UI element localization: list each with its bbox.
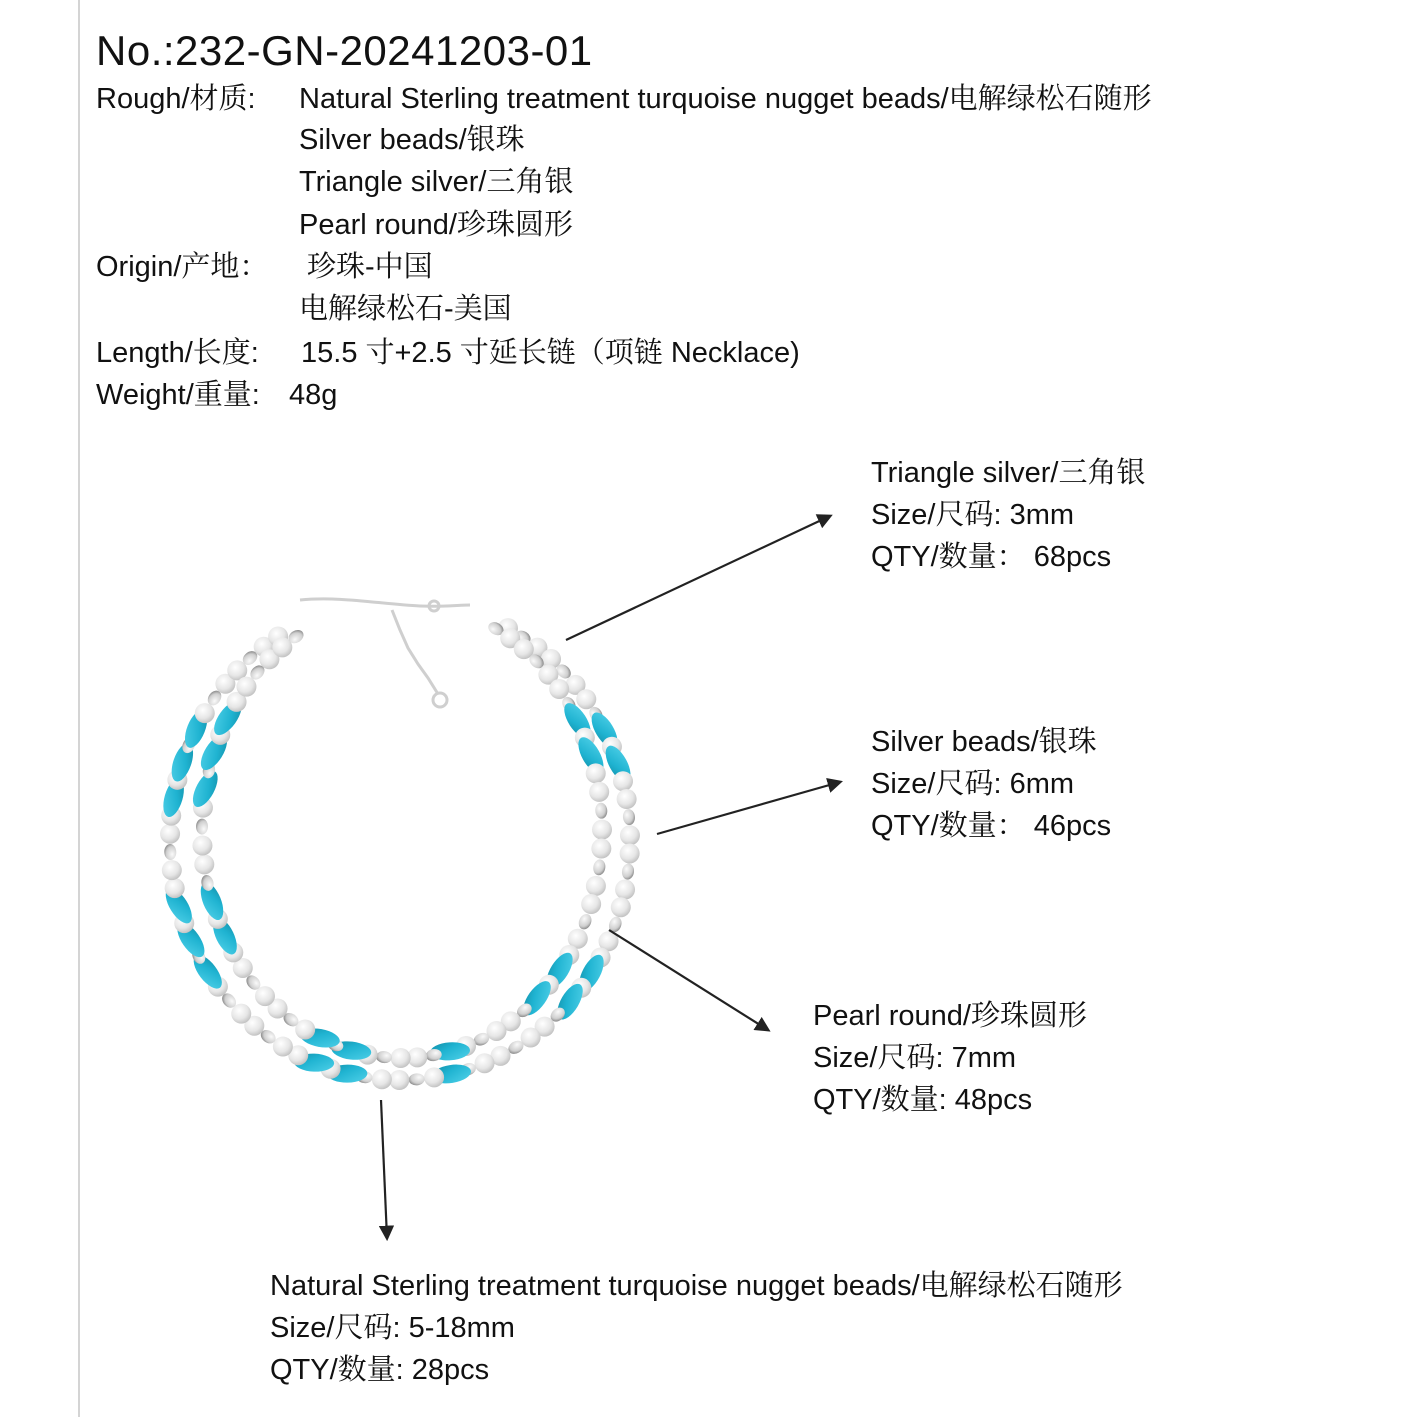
callout-size: Size/尺码: 7mm bbox=[813, 1042, 1017, 1074]
origin-value-1: 珍珠-中国 bbox=[307, 251, 433, 283]
callout-title: Triangle silver/三角银 bbox=[871, 457, 1146, 489]
callout-pearl-round bbox=[813, 995, 1087, 1121]
rough-value-4: Pearl round/珍珠圆形 bbox=[299, 209, 573, 241]
callout-silver-beads bbox=[871, 721, 1111, 847]
weight-value: 48g bbox=[289, 379, 338, 411]
arrow-pearl-round bbox=[609, 930, 768, 1030]
callout-title: Natural Sterling treatment turquoise nugget beads/电解绿松石随形 bbox=[270, 1270, 1123, 1302]
rough-value-1: Natural Sterling treatment turquoise nugget beads/电解绿松石随形 bbox=[299, 83, 1152, 115]
rough-label: Rough/材质: bbox=[96, 83, 256, 115]
callout-qty: QTY/数量: 48pcs bbox=[813, 1084, 1033, 1116]
arrow-silver-beads bbox=[657, 782, 840, 834]
callout-title: Pearl round/珍珠圆形 bbox=[813, 1000, 1087, 1032]
callout-triangle-silver bbox=[871, 452, 1145, 578]
product-number: No.:232-GN-20241203-01 bbox=[96, 27, 593, 74]
necklace-strands bbox=[159, 618, 640, 1090]
rough-value-3: Triangle silver/三角银 bbox=[299, 166, 574, 198]
callout-qty: QTY/数量: 28pcs bbox=[270, 1354, 490, 1386]
length-label: Length/长度: bbox=[96, 337, 259, 369]
callout-size: Size/尺码: 6mm bbox=[871, 768, 1075, 800]
callout-qty: QTY/数量： 46pcs bbox=[871, 810, 1112, 842]
rough-value-2: Silver beads/银珠 bbox=[299, 124, 525, 156]
callout-size: Size/尺码: 5-18mm bbox=[270, 1312, 515, 1344]
arrow-turquoise-nugget bbox=[381, 1100, 387, 1238]
length-value: 15.5 寸+2.5 寸延长链（项链 Necklace) bbox=[301, 337, 800, 369]
weight-label: Weight/重量: bbox=[96, 379, 260, 411]
origin-value-2: 电解绿松石-美国 bbox=[299, 293, 512, 325]
origin-label: Origin/产地： bbox=[96, 251, 269, 283]
extender-chain-icon bbox=[300, 599, 470, 707]
callout-turquoise-nugget bbox=[270, 1265, 1123, 1391]
callout-qty: QTY/数量： 68pcs bbox=[871, 541, 1112, 573]
arrow-triangle-silver bbox=[566, 516, 830, 640]
callout-title: Silver beads/银珠 bbox=[871, 726, 1097, 758]
callout-size: Size/尺码: 3mm bbox=[871, 499, 1075, 531]
